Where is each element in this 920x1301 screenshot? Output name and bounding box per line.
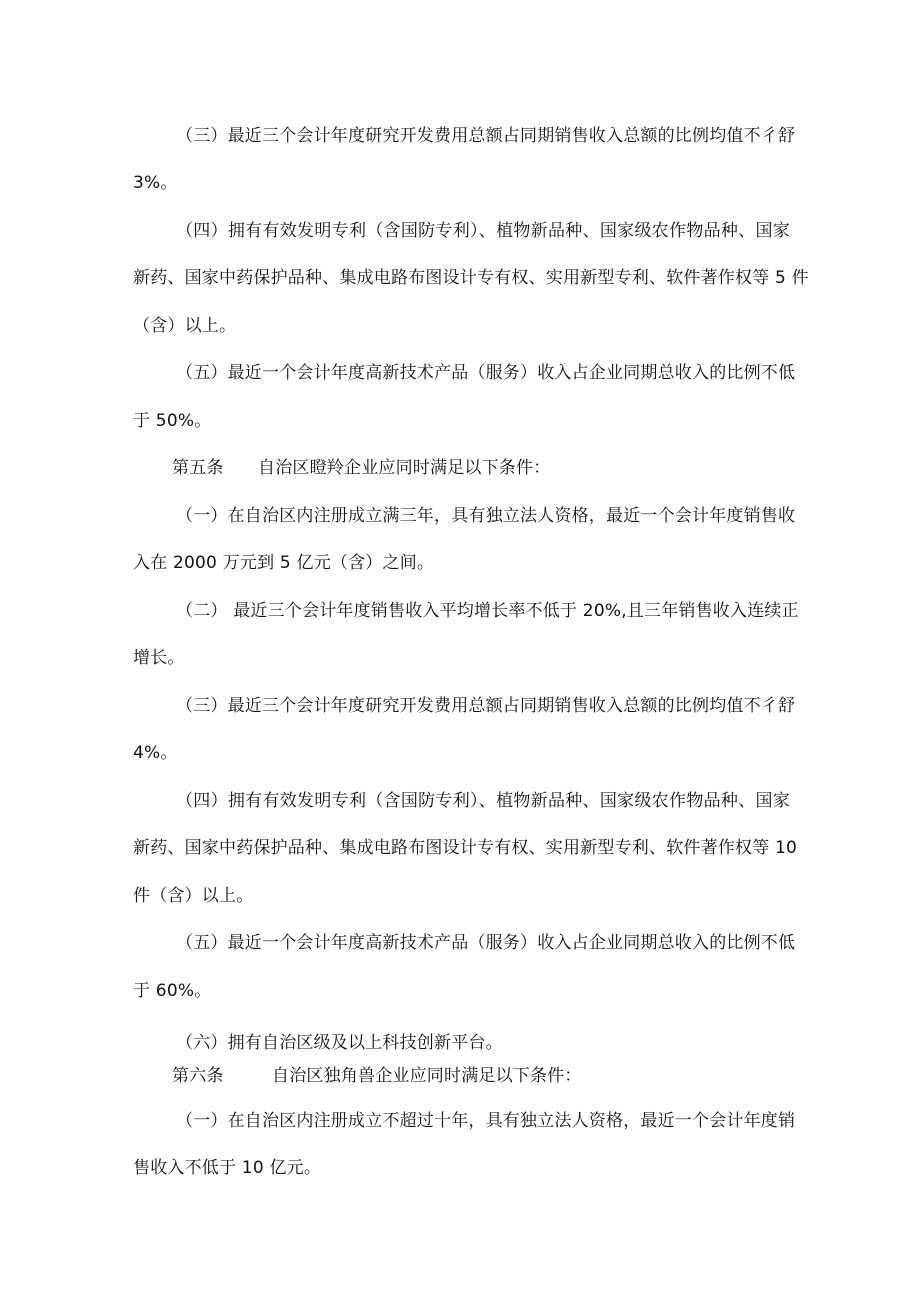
text-line: 新药、国家中药保护品种、集成电路布图设计专有权、实用新型专利、软件著作权等 5 件 — [133, 268, 809, 288]
text-line: （五）最近一个会计年度高新技术产品（服务）收入占企业同期总收入的比例不低 — [176, 933, 796, 953]
article-heading: 自治区独角兽企业应同时满足以下条件： — [272, 1066, 582, 1086]
text-line: 售收入不低于 10 亿元。 — [133, 1158, 322, 1178]
article-number: 第六条 — [172, 1066, 224, 1086]
article-number: 第五条 — [172, 458, 224, 478]
text-line: 增长。 — [133, 648, 185, 668]
text-line: 入在 2000 万元到 5 亿元（含）之间。 — [133, 553, 435, 573]
text-line: 于 60%。 — [133, 981, 212, 1001]
text-line: （三）最近三个会计年度研究开发费用总额占同期销售收入总额的比例均值不彳舒 — [176, 696, 796, 716]
text-line: 新药、国家中药保护品种、集成电路布图设计专有权、实用新型专利、软件著作权等 10 — [133, 838, 798, 858]
text-line: （六）拥有自治区级及以上科技创新平台。 — [176, 1033, 503, 1053]
text-line: （三）最近三个会计年度研究开发费用总额占同期销售收入总额的比例均值不彳舒 — [176, 126, 796, 146]
text-line: （五）最近一个会计年度高新技术产品（服务）收入占企业同期总收入的比例不低 — [176, 363, 796, 383]
text-line: 4%。 — [133, 743, 178, 763]
text-line: 于 50%。 — [133, 411, 212, 431]
text-line: （一）在自治区内注册成立满三年，具有独立法人资格，最近一个会计年度销售收 — [176, 506, 796, 526]
text-line: （二） 最近三个会计年度销售收入平均增长率不低于 20%,且三年销售收入连续正 — [176, 601, 799, 621]
text-line: 3%。 — [133, 173, 178, 193]
text-line: （含）以上。 — [133, 316, 237, 336]
text-line: 件（含）以上。 — [133, 886, 254, 906]
article-heading: 自治区瞪羚企业应同时满足以下条件： — [258, 458, 551, 478]
text-line: （一）在自治区内注册成立不超过十年，具有独立法人资格，最近一个会计年度销 — [176, 1111, 796, 1131]
text-line: （四）拥有有效发明专利（含国防专利）、植物新品种、国家级农作物品种、国家 — [176, 221, 790, 241]
text-line: （四）拥有有效发明专利（含国防专利）、植物新品种、国家级农作物品种、国家 — [176, 791, 790, 811]
